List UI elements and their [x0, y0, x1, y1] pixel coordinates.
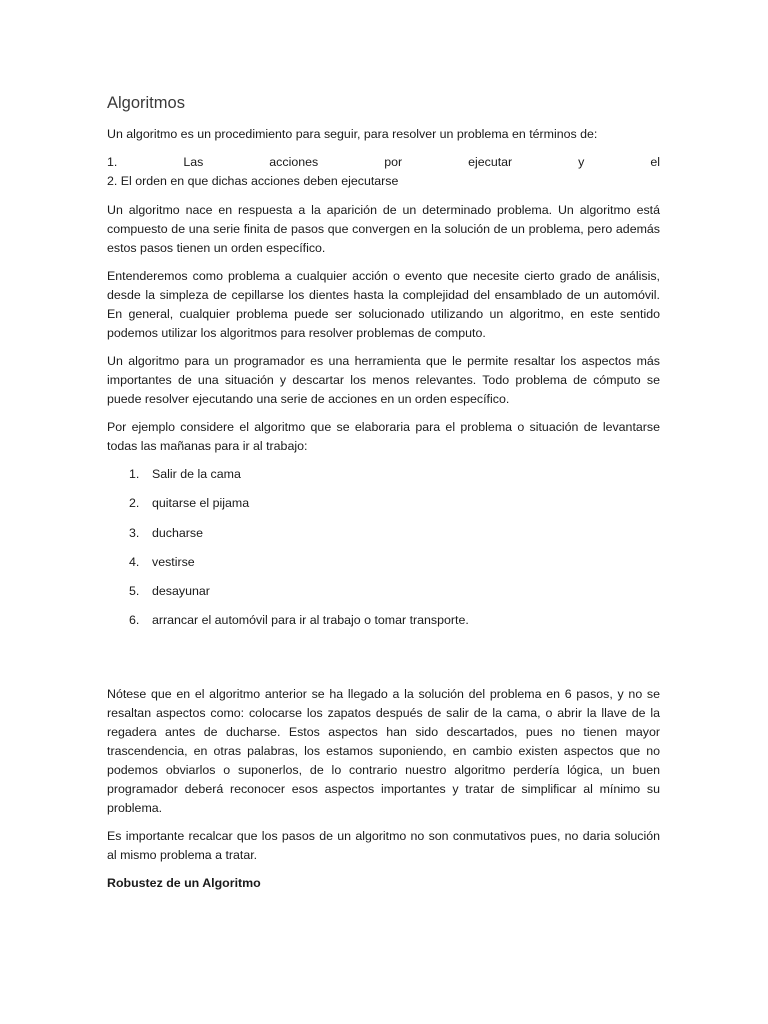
- intro-paragraph: Un algoritmo es un procedimiento para seguir, para resolver un problema en términos de:: [107, 127, 598, 141]
- definition-item-1: 1. Las acciones por ejecutar y el: [107, 155, 660, 169]
- list-item-number: 5.: [129, 584, 140, 599]
- list-item: [129, 524, 660, 553]
- document-title: Algoritmos: [107, 94, 185, 112]
- list-item: [129, 582, 660, 611]
- paragraph-origin: Un algoritmo nace en respuesta a la aparición de un determinado problema. Un algoritmo está compuesto de una serie finita de pasos que convergen en la solución de un problema, pero además estos pasos tienen un orden específico.: [107, 203, 660, 255]
- list-item: [129, 494, 660, 523]
- list-item-number: 3.: [129, 525, 140, 540]
- list-item: [129, 553, 660, 582]
- list-item-number: 4.: [129, 554, 140, 569]
- list-item-text: ducharse: [152, 525, 203, 540]
- list-item-text: vestirse: [152, 554, 195, 569]
- steps-list: [107, 465, 660, 641]
- list-item-text: Salir de la cama: [152, 467, 241, 481]
- section-heading: Robustez de un Algoritmo: [107, 875, 261, 890]
- list-item: [129, 611, 660, 640]
- definition-item-2: 2. El orden en que dichas acciones deben ejecutarse: [107, 174, 399, 188]
- list-item: [129, 465, 660, 494]
- list-item-text: quitarse el pijama: [152, 496, 250, 511]
- paragraph-commutative: Es importante recalcar que los pasos de un algoritmo no son conmutativos pues, no daria solución al mismo problema a tratar.: [107, 828, 660, 862]
- spacer: [107, 641, 660, 685]
- list-item-text: arrancar el automóvil para ir al trabajo o tomar transporte.: [152, 613, 469, 628]
- paragraph-note: Nótese que en el algoritmo anterior se ha llegado a la solución del problema en 6 pasos, y no se resaltan aspectos como: colocarse los zapatos después de salir de la cama, o abrir la llave de la regadera antes de ducharse. Estos aspectos han sido descartados, pues no tienen mayor trascendencia, en otras palabras, los estamos suponiendo, en cambio existen aspectos que no podemos obviarlos o suponerlos, de lo contrario nuestro algoritmo perdería lógica, un buen programador deberá reconocer esos aspectos importantes y tratar de simplificar al mínimo su problema.: [107, 686, 660, 815]
- paragraph-programmer: Un algoritmo para un programador es una herramienta que le permite resaltar los aspectos más importantes de una situación y descartar los menos relevantes. Todo problema de cómputo se puede resolver ejecutando una serie de acciones en un orden específico.: [107, 354, 660, 406]
- paragraph-example: Por ejemplo considere el algoritmo que se elaboraria para el problema o situación de levantarse todas las mañanas para ir al trabajo:: [107, 420, 660, 453]
- list-item-number: 2.: [129, 496, 140, 511]
- list-item-text: desayunar: [152, 584, 210, 599]
- list-item-number: 6.: [129, 613, 140, 628]
- paragraph-problem: Entenderemos como problema a cualquier acción o evento que necesite cierto grado de análisis, desde la simpleza de cepillarse los dientes hasta la complejidad del ensamblado de un automóvil. En general, cualquier problema puede ser solucionado utilizando un algoritmo, en este sentido podemos utilizar los algoritmos para resolver problemas de computo.: [107, 269, 660, 340]
- list-item-number: 1.: [129, 467, 140, 481]
